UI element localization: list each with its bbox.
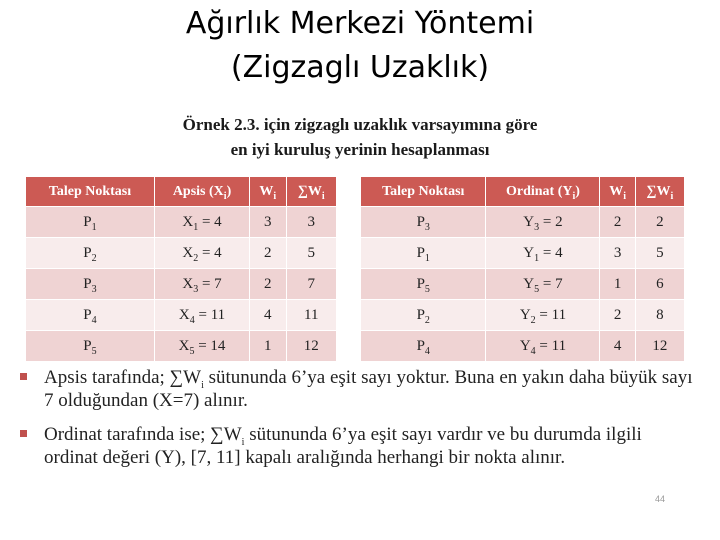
cell-weight: 3 — [250, 207, 286, 238]
table-row — [26, 331, 337, 362]
cell-point: $P_3$ — [26, 269, 155, 300]
slide-title-line1: Ağırlık Merkezi Yöntemi — [185, 6, 535, 41]
bullet-item-abscissa: Apsis tarafında; $\sum W_i$ sütununda 6’ya eşit sayı yoktur. Buna en yakın daha büyük sayı 7 olduğundan (X=7) alınır. — [18, 366, 698, 412]
cell-coordinate: $X_3 = 7$ — [154, 269, 249, 300]
cell-weight: 2 — [600, 207, 635, 238]
cell-weight: 2 — [250, 269, 286, 300]
cell-cumulative: 5 — [286, 238, 337, 269]
header-cumulative-weight: $\sum W_i$ — [286, 177, 337, 207]
cell-weight: 4 — [250, 300, 286, 331]
header-weight: $W_i$ — [250, 177, 286, 207]
table-row — [361, 269, 685, 300]
header-abscissa: Apsis $(X_i)$ — [154, 177, 249, 207]
cell-cumulative: 3 — [286, 207, 337, 238]
cell-weight: 1 — [250, 331, 286, 362]
example-caption-line2: en iyi kuruluş yerinin hesaplanması — [230, 140, 490, 159]
square-bullet-icon — [20, 373, 27, 380]
cell-coordinate: $X_2 = 4$ — [154, 238, 249, 269]
abscissa-table-header-row — [26, 177, 337, 207]
cell-coordinate: $Y_1 = 4$ — [486, 238, 600, 269]
table-row — [361, 331, 685, 362]
cell-cumulative: 2 — [635, 207, 684, 238]
cell-coordinate: $X_1 = 4$ — [154, 207, 249, 238]
header-ordinate: Ordinat $(Y_i)$ — [486, 177, 600, 207]
table-row — [361, 300, 685, 331]
cell-coordinate: $Y_5 = 7$ — [486, 269, 600, 300]
cell-point: $P_1$ — [361, 238, 486, 269]
table-row — [26, 238, 337, 269]
cell-cumulative: 7 — [286, 269, 337, 300]
cell-cumulative: 12 — [286, 331, 337, 362]
header-weight: $W_i$ — [600, 177, 635, 207]
cell-coordinate: $Y_2 = 11$ — [486, 300, 600, 331]
cell-cumulative: 8 — [635, 300, 684, 331]
cell-point: $P_5$ — [361, 269, 486, 300]
cell-cumulative: 6 — [635, 269, 684, 300]
header-cumulative-weight: $\sum W_i$ — [635, 177, 684, 207]
cell-point: $P_3$ — [361, 207, 486, 238]
cell-point: $P_4$ — [26, 300, 155, 331]
cell-point: $P_5$ — [26, 331, 155, 362]
abscissa-table — [25, 176, 337, 362]
table-row — [26, 207, 337, 238]
cell-coordinate: $X_4 = 11$ — [154, 300, 249, 331]
cell-point: $P_2$ — [361, 300, 486, 331]
cell-cumulative: 11 — [286, 300, 337, 331]
bullet-item-ordinate: Ordinat tarafında ise; $\sum W_i$ sütununda 6’ya eşit sayı vardır ve bu durumda ilgili ordinat değeri (Y), [7, 11] kapalı aralığında herhangi bir nokta alınır. — [18, 423, 698, 469]
cell-cumulative: 12 — [635, 331, 684, 362]
cell-weight: 2 — [250, 238, 286, 269]
cell-weight: 3 — [600, 238, 635, 269]
cell-coordinate: $Y_3 = 2$ — [486, 207, 600, 238]
cell-point: $P_2$ — [26, 238, 155, 269]
table-row — [26, 300, 337, 331]
cell-point: $P_1$ — [26, 207, 155, 238]
cell-coordinate: $Y_4 = 11$ — [486, 331, 600, 362]
cell-weight: 4 — [600, 331, 635, 362]
cell-cumulative: 5 — [635, 238, 684, 269]
table-row — [361, 207, 685, 238]
slide-title — [0, 2, 720, 90]
header-demand-point: Talep Noktası — [361, 177, 486, 207]
ordinate-table — [360, 176, 685, 362]
slide-title-line2: (Zigzaglı Uzaklık) — [230, 50, 490, 85]
example-caption — [110, 112, 610, 162]
cell-weight: 1 — [600, 269, 635, 300]
page-number: 44 — [655, 494, 666, 504]
bullet-list — [18, 366, 698, 480]
table-row — [361, 238, 685, 269]
ordinate-table-header-row — [361, 177, 685, 207]
table-row — [26, 269, 337, 300]
header-demand-point: Talep Noktası — [26, 177, 155, 207]
cell-point: $P_4$ — [361, 331, 486, 362]
example-caption-line1: Örnek 2.3. için zigzaglı uzaklık varsayımına göre — [182, 115, 538, 134]
cell-weight: 2 — [600, 300, 635, 331]
square-bullet-icon — [20, 430, 27, 437]
cell-coordinate: $X_5 = 14$ — [154, 331, 249, 362]
